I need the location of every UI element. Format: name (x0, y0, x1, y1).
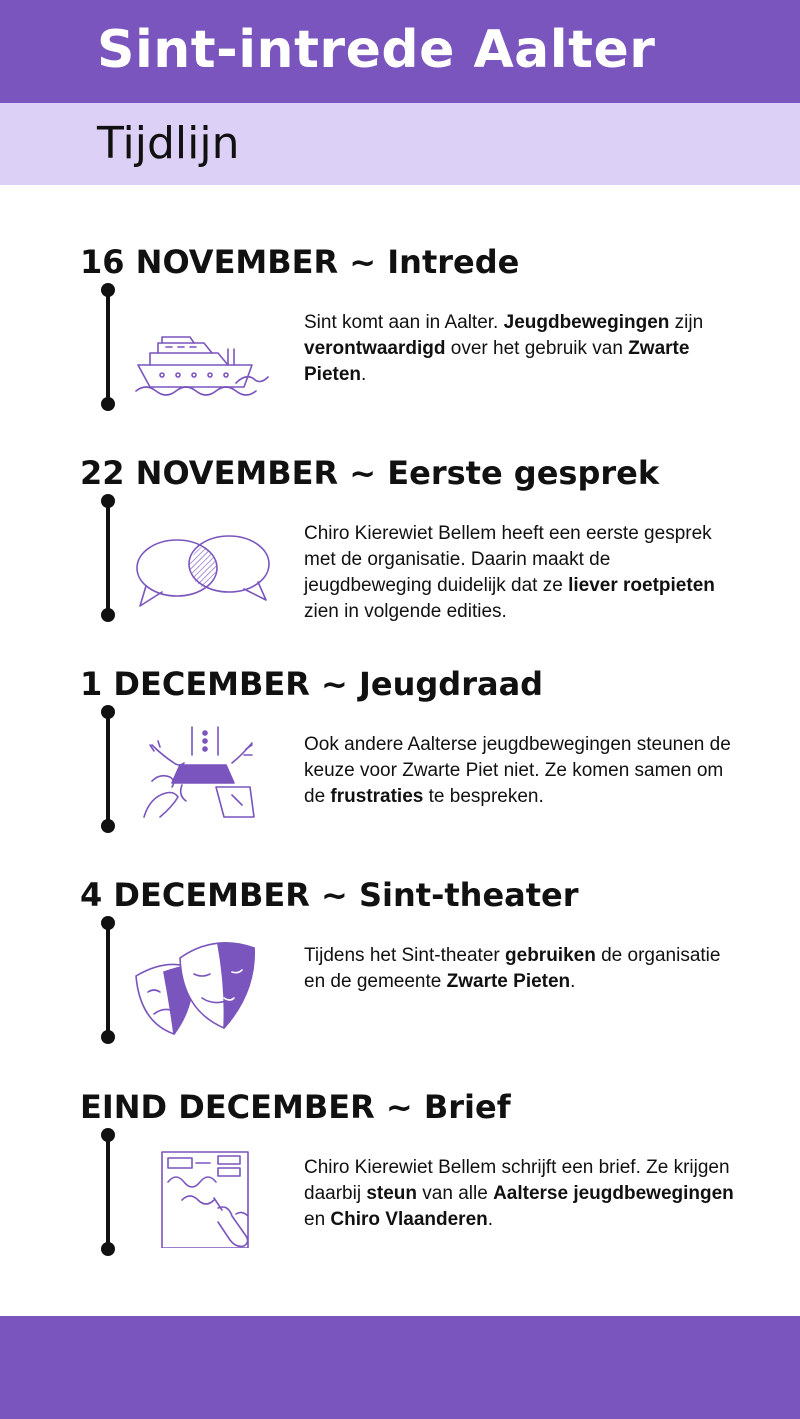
description-text: en (304, 1209, 331, 1230)
timeline-event (0, 1088, 800, 1288)
description-text: Tijdens het Sint-theater (304, 945, 506, 966)
description-text: zien in volgende edities. (304, 601, 507, 622)
description-text: Ook andere Aalterse jeugdbewegingen steunen de keuze voor Zwarte Piet niet. Ze komen samen om de (304, 734, 731, 807)
timeline-dot (101, 397, 115, 411)
description-bold: frustraties (330, 786, 424, 807)
description-text: Sint komt aan in Aalter. (304, 312, 504, 333)
description-bold: Aalterse jeugdbewegingen (493, 1183, 734, 1204)
description-text: . (570, 971, 576, 992)
description-bold: gebruiken (505, 945, 596, 966)
event-title: 1 DECEMBER ~ Jeugdraad (80, 665, 544, 703)
description-text: Chiro Kierewiet Bellem heeft een eerste gesprek met de organisatie. Daarin maakt de jeugdbeweging duidelijk dat ze (304, 523, 712, 596)
timeline-dot (101, 1242, 115, 1256)
description-text: over het gebruik van (445, 338, 629, 359)
theater-masks-icon (132, 936, 272, 1036)
letter-writing-icon (132, 1148, 272, 1248)
event-description (304, 521, 734, 625)
timeline-dot (101, 608, 115, 622)
ship-icon (132, 303, 272, 403)
description-text: te bespreken. (423, 786, 544, 807)
event-title: 16 NOVEMBER ~ Intrede (80, 243, 520, 281)
event-description (304, 732, 734, 810)
event-title: 22 NOVEMBER ~ Eerste gesprek (80, 454, 660, 492)
meeting-hands-icon (132, 725, 272, 825)
description-text: zijn (669, 312, 704, 333)
event-description (304, 943, 734, 995)
timeline-event (0, 454, 800, 654)
description-bold: liever roetpieten (568, 575, 715, 596)
page-title: Sint-intrede Aalter (97, 20, 656, 80)
header-banner (0, 0, 800, 103)
timeline-event (0, 243, 800, 443)
description-text: van alle (417, 1183, 494, 1204)
event-title: 4 DECEMBER ~ Sint-theater (80, 876, 579, 914)
description-bold: Jeugdbewegingen (503, 312, 670, 333)
timeline-line (106, 711, 110, 827)
description-bold: Zwarte Pieten (304, 338, 690, 385)
description-text: . (487, 1209, 494, 1230)
description-text: Chiro Kierewiet Bellem schrijft een brief. Ze krijgen daarbij (304, 1157, 730, 1204)
timeline-line (106, 500, 110, 616)
timeline-event (0, 876, 800, 1076)
description-bold: steun (366, 1183, 418, 1204)
description-text: . (361, 364, 367, 385)
footer-banner (0, 1316, 800, 1419)
speech-bubbles-icon (132, 514, 272, 614)
event-title: EIND DECEMBER ~ Brief (80, 1088, 511, 1126)
description-bold: Zwarte Pieten (446, 971, 571, 992)
event-description (304, 1155, 734, 1233)
timeline-dot (101, 283, 115, 297)
description-text: de organisatie en de gemeente (304, 945, 721, 992)
timeline-line (106, 289, 110, 405)
timeline-event (0, 665, 800, 865)
timeline-dot (101, 1128, 115, 1142)
timeline-dot (101, 916, 115, 930)
description-bold: verontwaardigd (304, 338, 446, 359)
timeline-dot (101, 705, 115, 719)
timeline-dot (101, 494, 115, 508)
description-bold: Chiro Vlaanderen (330, 1209, 488, 1230)
timeline-dot (101, 1030, 115, 1044)
timeline-line (106, 922, 110, 1038)
timeline-dot (101, 819, 115, 833)
subheader-banner (0, 103, 800, 185)
page-subtitle: Tijdlijn (97, 118, 240, 169)
event-description (304, 310, 734, 388)
timeline-line (106, 1134, 110, 1250)
